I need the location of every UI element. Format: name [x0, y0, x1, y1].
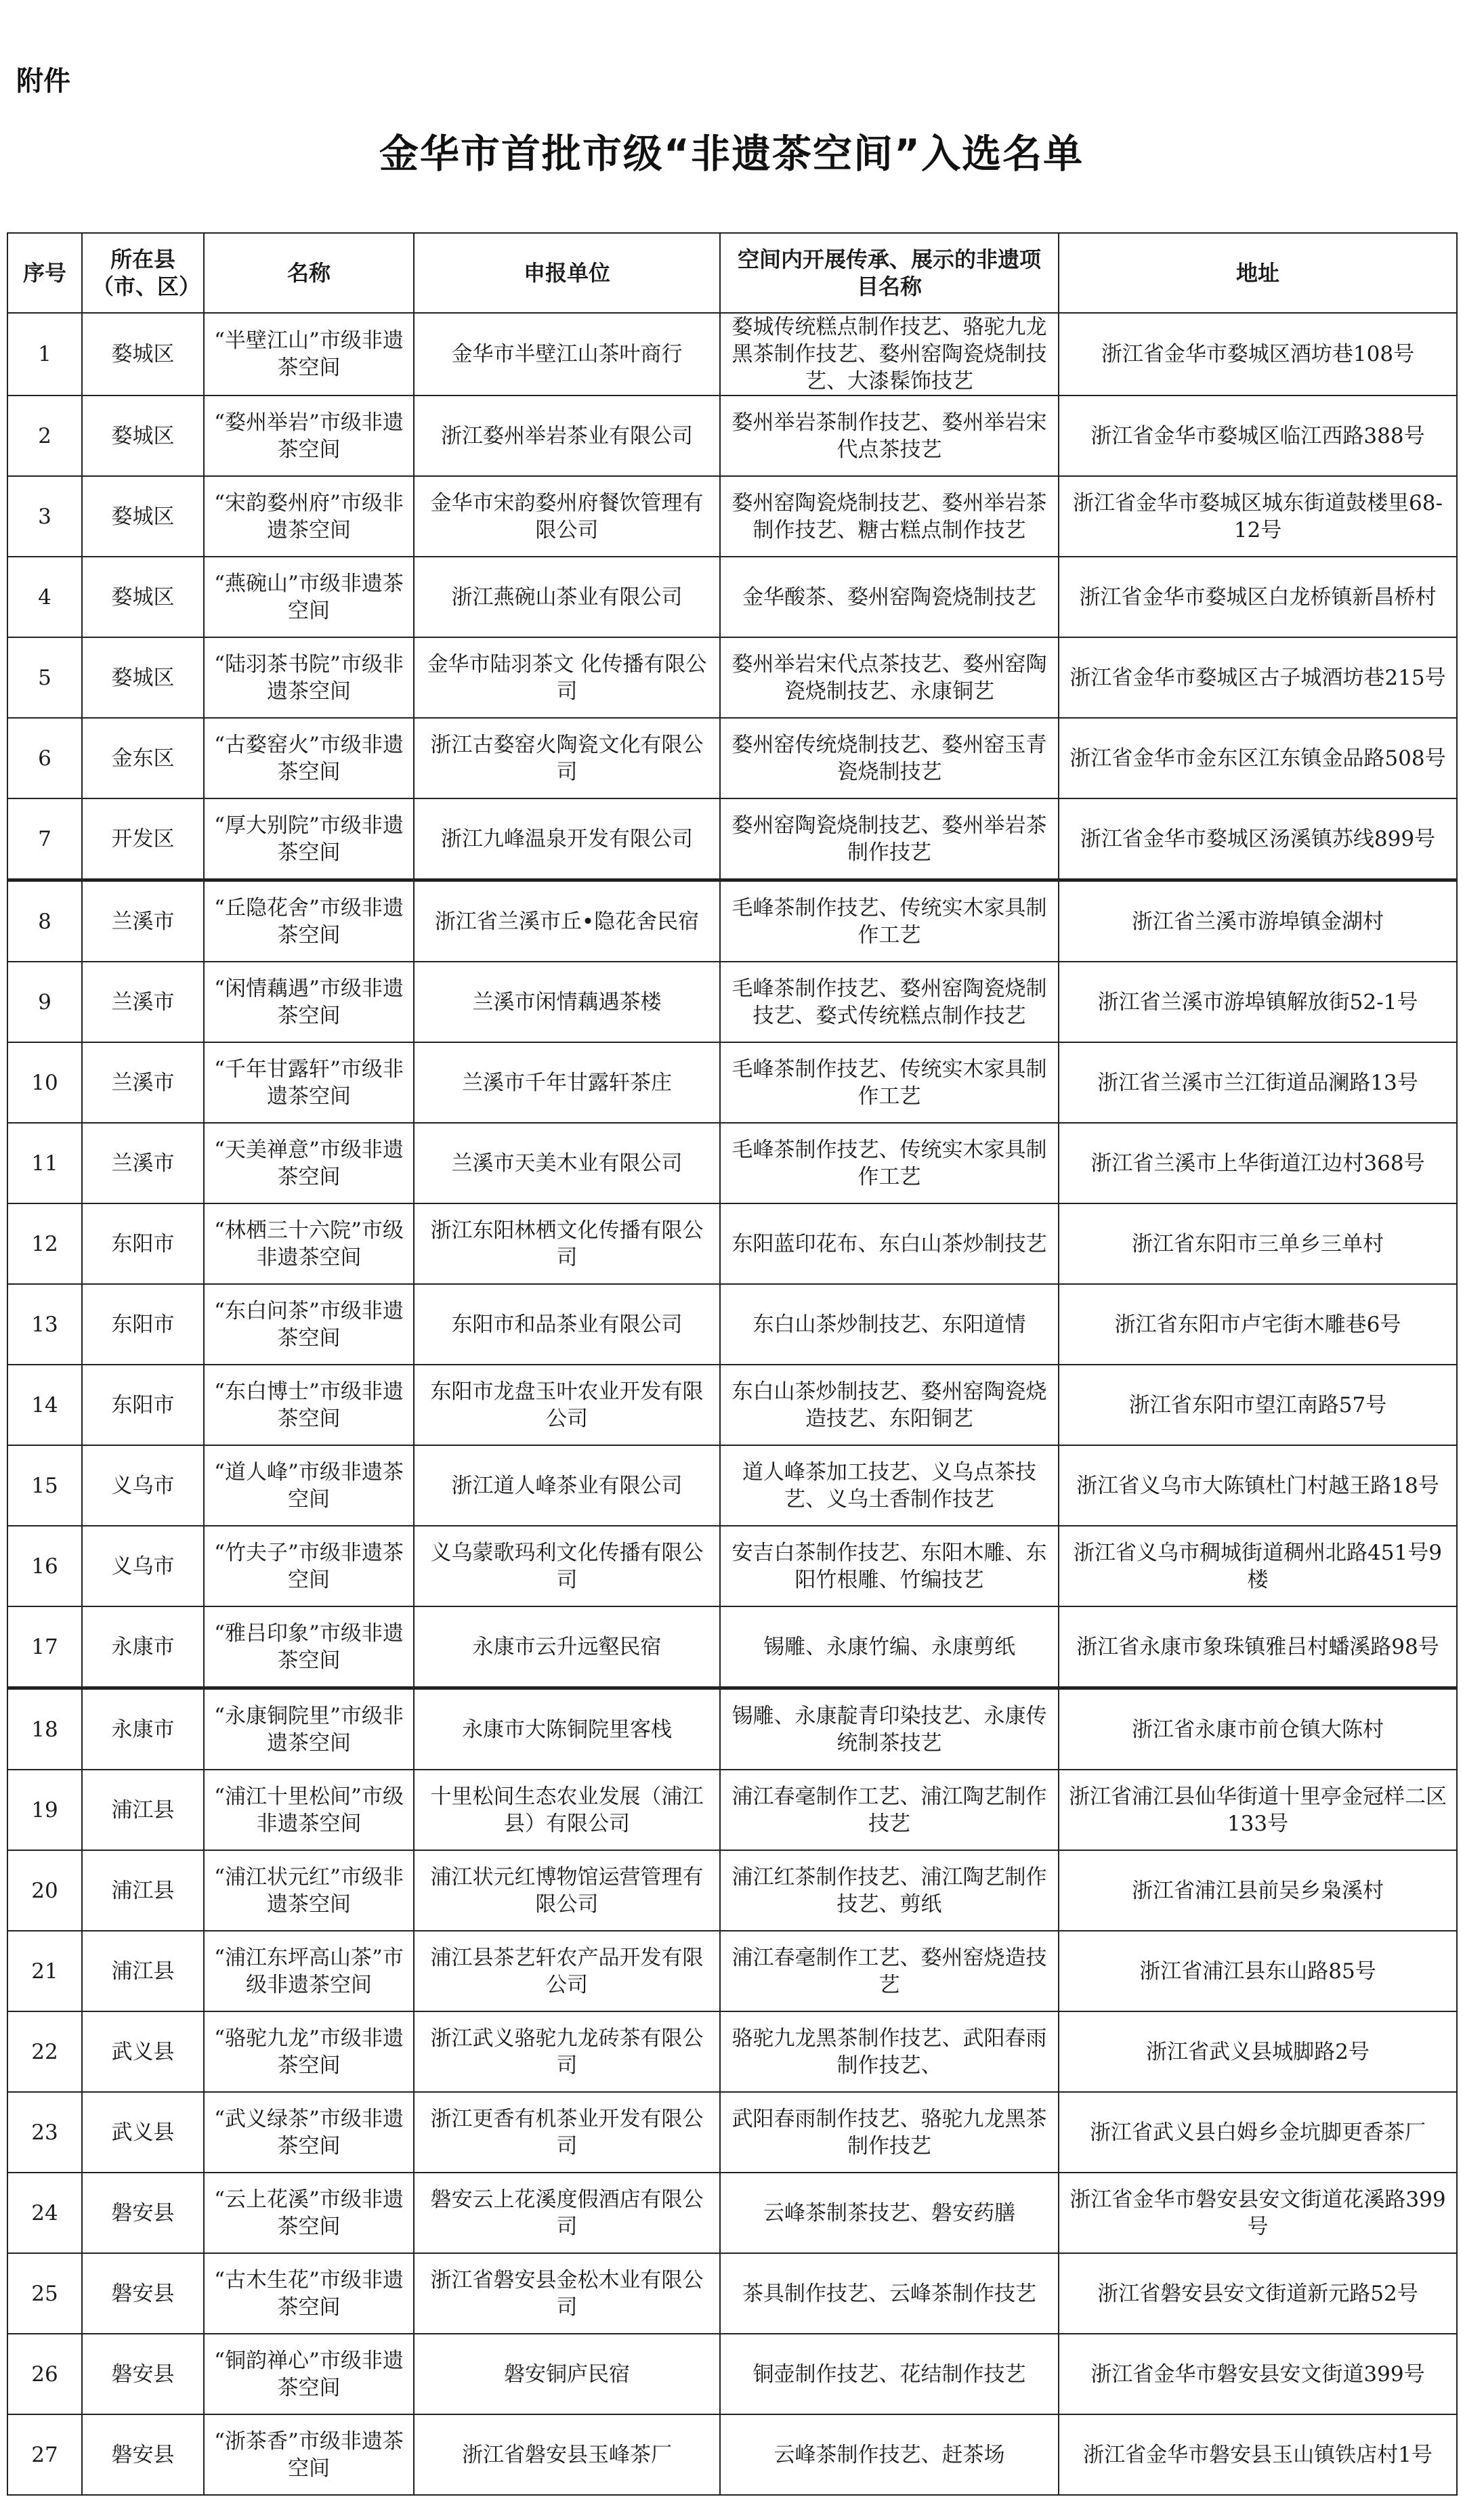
cell-address: 浙江省东阳市三单乡三单村	[1059, 1203, 1457, 1284]
cell-address: 浙江省金华市磐安县安文街道399号	[1059, 2334, 1457, 2414]
cell-name: “陆羽茶书院”市级非遗茶空间	[204, 637, 414, 718]
cell-name: “半壁江山”市级非遗茶空间	[204, 313, 414, 396]
cell-unit: 义乌蒙歌玛利文化传播有限公司	[414, 1526, 720, 1606]
cell-address: 浙江省金华市婺城区古子城酒坊巷215号	[1059, 637, 1457, 718]
cell-county: 武义县	[82, 2092, 204, 2173]
cell-no: 18	[7, 1688, 82, 1770]
cell-unit: 浙江省磐安县金松木业有限公司	[414, 2253, 720, 2334]
cell-county: 东阳市	[82, 1284, 204, 1365]
table-row	[7, 476, 1457, 557]
table-row	[7, 962, 1457, 1042]
cell-no: 22	[7, 2011, 82, 2092]
cell-unit: 浙江道人峰茶业有限公司	[414, 1445, 720, 1526]
cell-items: 武阳春雨制作技艺、骆驼九龙黑茶制作技艺	[720, 2092, 1059, 2173]
cell-items: 金华酸茶、婺州窑陶瓷烧制技艺	[720, 557, 1059, 637]
cell-address: 浙江省东阳市卢宅街木雕巷6号	[1059, 1284, 1457, 1365]
cell-name: “雅吕印象”市级非遗茶空间	[204, 1606, 414, 1688]
cell-name: “竹夫子”市级非遗茶空间	[204, 1526, 414, 1606]
cell-name: “古婺窑火”市级非遗茶空间	[204, 718, 414, 798]
cell-no: 4	[7, 557, 82, 637]
cell-unit: 兰溪市千年甘露轩茶庄	[414, 1042, 720, 1123]
cell-no: 16	[7, 1526, 82, 1606]
cell-items: 道人峰茶加工技艺、义乌点茶技艺、义乌土香制作技艺	[720, 1445, 1059, 1526]
cell-unit: 浙江省磐安县玉峰茶厂	[414, 2414, 720, 2495]
table-row	[7, 2253, 1457, 2334]
cell-county: 兰溪市	[82, 1123, 204, 1203]
cell-no: 11	[7, 1123, 82, 1203]
cell-no: 20	[7, 1850, 82, 1931]
cell-address: 浙江省义乌市稠城街道稠州北路451号9楼	[1059, 1526, 1457, 1606]
cell-unit: 浙江省兰溪市丘•隐花舍民宿	[414, 880, 720, 962]
cell-county: 东阳市	[82, 1365, 204, 1445]
cell-unit: 十里松间生态农业发展（浦江县）有限公司	[414, 1770, 720, 1850]
table-header-row	[7, 233, 1457, 313]
cell-items: 毛峰茶制作技艺、传统实木家具制作工艺	[720, 1123, 1059, 1203]
table-row	[7, 880, 1457, 962]
table-row	[7, 313, 1457, 396]
cell-address: 浙江省武义县城脚路2号	[1059, 2011, 1457, 2092]
cell-no: 21	[7, 1931, 82, 2011]
cell-address: 浙江省金华市婺城区酒坊巷108号	[1059, 313, 1457, 396]
cell-name: “婺州举岩”市级非遗茶空间	[204, 396, 414, 476]
cell-county: 磐安县	[82, 2414, 204, 2495]
cell-items: 浦江春毫制作工艺、浦江陶艺制作技艺	[720, 1770, 1059, 1850]
cell-no: 26	[7, 2334, 82, 2414]
header-county: 所在县（市、区）	[82, 233, 204, 313]
cell-name: “厚大别院”市级非遗茶空间	[204, 798, 414, 880]
cell-unit: 浙江燕碗山茶业有限公司	[414, 557, 720, 637]
cell-address: 浙江省金华市婺城区城东街道鼓楼里68-12号	[1059, 476, 1457, 557]
cell-county: 磐安县	[82, 2173, 204, 2253]
cell-items: 婺州窑传统烧制技艺、婺州窑玉青瓷烧制技艺	[720, 718, 1059, 798]
cell-name: “骆驼九龙”市级非遗茶空间	[204, 2011, 414, 2092]
cell-county: 义乌市	[82, 1526, 204, 1606]
cell-name: “古木生花”市级非遗茶空间	[204, 2253, 414, 2334]
cell-unit: 东阳市和品茶业有限公司	[414, 1284, 720, 1365]
cell-address: 浙江省金华市婺城区汤溪镇苏线899号	[1059, 798, 1457, 880]
cell-name: “东白博士”市级非遗茶空间	[204, 1365, 414, 1445]
cell-name: “宋韵婺州府”市级非遗茶空间	[204, 476, 414, 557]
cell-county: 浦江县	[82, 1770, 204, 1850]
cell-name: “林栖三十六院”市级非遗茶空间	[204, 1203, 414, 1284]
cell-no: 23	[7, 2092, 82, 2173]
cell-county: 婺城区	[82, 637, 204, 718]
cell-name: “浙茶香”市级非遗茶空间	[204, 2414, 414, 2495]
cell-unit: 磐安云上花溪度假酒店有限公司	[414, 2173, 720, 2253]
table-row	[7, 557, 1457, 637]
cell-name: “道人峰”市级非遗茶空间	[204, 1445, 414, 1526]
cell-no: 19	[7, 1770, 82, 1850]
cell-address: 浙江省义乌市大陈镇杜门村越王路18号	[1059, 1445, 1457, 1526]
cell-unit: 磐安铜庐民宿	[414, 2334, 720, 2414]
cell-no: 14	[7, 1365, 82, 1445]
cell-address: 浙江省兰溪市游埠镇解放街52-1号	[1059, 962, 1457, 1042]
header-no: 序号	[7, 233, 82, 313]
cell-unit: 东阳市龙盘玉叶农业开发有限公司	[414, 1365, 720, 1445]
cell-county: 浦江县	[82, 1931, 204, 2011]
header-items: 空间内开展传承、展示的非遗项目名称	[720, 233, 1059, 313]
cell-unit: 浙江古婺窑火陶瓷文化有限公司	[414, 718, 720, 798]
cell-address: 浙江省永康市象珠镇雅吕村蟠溪路98号	[1059, 1606, 1457, 1688]
cell-items: 婺州举岩宋代点茶技艺、婺州窑陶瓷烧制技艺、永康铜艺	[720, 637, 1059, 718]
table-row	[7, 1770, 1457, 1850]
cell-name: “闲情藕遇”市级非遗茶空间	[204, 962, 414, 1042]
cell-name: “丘隐花舍”市级非遗茶空间	[204, 880, 414, 962]
cell-items: 浦江红茶制作技艺、浦江陶艺制作技艺、剪纸	[720, 1850, 1059, 1931]
cell-no: 2	[7, 396, 82, 476]
table-row	[7, 637, 1457, 718]
cell-unit: 金华市宋韵婺州府餐饮管理有限公司	[414, 476, 720, 557]
cell-items: 婺州窑陶瓷烧制技艺、婺州举岩茶制作技艺	[720, 798, 1059, 880]
cell-address: 浙江省磐安县安文街道新元路52号	[1059, 2253, 1457, 2334]
table-row	[7, 2173, 1457, 2253]
cell-name: “千年甘露轩”市级非遗茶空间	[204, 1042, 414, 1123]
cell-no: 12	[7, 1203, 82, 1284]
cell-address: 浙江省武义县白姆乡金坑脚更香茶厂	[1059, 2092, 1457, 2173]
cell-items: 锡雕、永康竹编、永康剪纸	[720, 1606, 1059, 1688]
table-row	[7, 2334, 1457, 2414]
cell-no: 13	[7, 1284, 82, 1365]
cell-address: 浙江省金华市金东区江东镇金品路508号	[1059, 718, 1457, 798]
table-row	[7, 1284, 1457, 1365]
cell-county: 武义县	[82, 2011, 204, 2092]
cell-address: 浙江省浦江县仙华街道十里亭金冠样二区133号	[1059, 1770, 1457, 1850]
cell-items: 毛峰茶制作技艺、婺州窑陶瓷烧制技艺、婺式传统糕点制作技艺	[720, 962, 1059, 1042]
cell-address: 浙江省永康市前仓镇大陈村	[1059, 1688, 1457, 1770]
cell-unit: 浙江东阳林栖文化传播有限公司	[414, 1203, 720, 1284]
cell-county: 磐安县	[82, 2334, 204, 2414]
cell-items: 婺州窑陶瓷烧制技艺、婺州举岩茶制作技艺、糖古糕点制作技艺	[720, 476, 1059, 557]
cell-items: 婺城传统糕点制作技艺、骆驼九龙黑茶制作技艺、婺州窑陶瓷烧制技艺、大漆髹饰技艺	[720, 313, 1059, 396]
cell-name: “浦江十里松间”市级非遗茶空间	[204, 1770, 414, 1850]
table-row	[7, 1203, 1457, 1284]
cell-address: 浙江省金华市婺城区临江西路388号	[1059, 396, 1457, 476]
table-row	[7, 1931, 1457, 2011]
cell-county: 开发区	[82, 798, 204, 880]
cell-county: 兰溪市	[82, 1042, 204, 1123]
cell-address: 浙江省金华市婺城区白龙桥镇新昌桥村	[1059, 557, 1457, 637]
table-row	[7, 1042, 1457, 1123]
table-row	[7, 1606, 1457, 1688]
cell-no: 8	[7, 880, 82, 962]
cell-no: 15	[7, 1445, 82, 1526]
cell-items: 安吉白茶制作技艺、东阳木雕、东阳竹根雕、竹编技艺	[720, 1526, 1059, 1606]
cell-county: 金东区	[82, 718, 204, 798]
cell-address: 浙江省兰溪市游埠镇金湖村	[1059, 880, 1457, 962]
cell-unit: 浙江武义骆驼九龙砖茶有限公司	[414, 2011, 720, 2092]
cell-county: 永康市	[82, 1688, 204, 1770]
table-row	[7, 1445, 1457, 1526]
cell-county: 婺城区	[82, 313, 204, 396]
cell-no: 24	[7, 2173, 82, 2253]
table-row	[7, 2092, 1457, 2173]
cell-items: 浦江春毫制作工艺、婺州窑烧造技艺	[720, 1931, 1059, 2011]
cell-no: 3	[7, 476, 82, 557]
cell-address: 浙江省兰溪市上华街道江边村368号	[1059, 1123, 1457, 1203]
table-row	[7, 718, 1457, 798]
table-row	[7, 2011, 1457, 2092]
cell-items: 茶具制作技艺、云峰茶制作技艺	[720, 2253, 1059, 2334]
table-body	[7, 313, 1457, 2495]
table-row	[7, 396, 1457, 476]
table-row	[7, 1123, 1457, 1203]
cell-unit: 金华市陆羽茶文 化传播有限公司	[414, 637, 720, 718]
cell-county: 磐安县	[82, 2253, 204, 2334]
cell-unit: 兰溪市天美木业有限公司	[414, 1123, 720, 1203]
cell-name: “天美禅意”市级非遗茶空间	[204, 1123, 414, 1203]
cell-unit: 浙江更香有机茶业开发有限公司	[414, 2092, 720, 2173]
cell-unit: 浙江婺州举岩茶业有限公司	[414, 396, 720, 476]
table-row	[7, 2414, 1457, 2495]
header-unit: 申报单位	[414, 233, 720, 313]
cell-items: 婺州举岩茶制作技艺、婺州举岩宋代点茶技艺	[720, 396, 1059, 476]
cell-no: 5	[7, 637, 82, 718]
cell-unit: 浦江状元红博物馆运营管理有限公司	[414, 1850, 720, 1931]
cell-items: 东白山茶炒制技艺、婺州窑陶瓷烧造技艺、东阳铜艺	[720, 1365, 1059, 1445]
cell-county: 兰溪市	[82, 962, 204, 1042]
cell-items: 锡雕、永康靛青印染技艺、永康传统制茶技艺	[720, 1688, 1059, 1770]
header-name: 名称	[204, 233, 414, 313]
cell-items: 东阳蓝印花布、东白山茶炒制技艺	[720, 1203, 1059, 1284]
cell-items: 云峰茶制茶技艺、磐安药膳	[720, 2173, 1059, 2253]
cell-name: “云上花溪”市级非遗茶空间	[204, 2173, 414, 2253]
cell-name: “东白问茶”市级非遗茶空间	[204, 1284, 414, 1365]
cell-unit: 金华市半壁江山茶叶商行	[414, 313, 720, 396]
cell-items: 铜壶制作技艺、花结制作技艺	[720, 2334, 1059, 2414]
cell-address: 浙江省金华市磐安县安文街道花溪路399号	[1059, 2173, 1457, 2253]
cell-name: “永康铜院里”市级非遗茶空间	[204, 1688, 414, 1770]
cell-items: 毛峰茶制作技艺、传统实木家具制作工艺	[720, 1042, 1059, 1123]
cell-unit: 浙江九峰温泉开发有限公司	[414, 798, 720, 880]
cell-no: 10	[7, 1042, 82, 1123]
table-row	[7, 1526, 1457, 1606]
cell-county: 婺城区	[82, 557, 204, 637]
cell-county: 永康市	[82, 1606, 204, 1688]
table-row	[7, 1365, 1457, 1445]
cell-unit: 永康市云升远壑民宿	[414, 1606, 720, 1688]
cell-items: 东白山茶炒制技艺、东阳道情	[720, 1284, 1059, 1365]
document-title: 金华市首批市级“非遗茶空间”入选名单	[379, 131, 1084, 177]
cell-no: 17	[7, 1606, 82, 1688]
cell-unit: 永康市大陈铜院里客栈	[414, 1688, 720, 1770]
cell-unit: 兰溪市闲情藕遇茶楼	[414, 962, 720, 1042]
cell-address: 浙江省浦江县前吴乡枭溪村	[1059, 1850, 1457, 1931]
cell-items: 云峰茶制作技艺、赶茶场	[720, 2414, 1059, 2495]
cell-county: 浦江县	[82, 1850, 204, 1931]
table-row	[7, 1850, 1457, 1931]
roster-table	[7, 232, 1458, 2496]
cell-items: 毛峰茶制作技艺、传统实木家具制作工艺	[720, 880, 1059, 962]
attachment-label: 附件	[16, 66, 70, 97]
cell-county: 兰溪市	[82, 880, 204, 962]
cell-name: “武义绿茶”市级非遗茶空间	[204, 2092, 414, 2173]
cell-no: 1	[7, 313, 82, 396]
cell-county: 东阳市	[82, 1203, 204, 1284]
cell-items: 骆驼九龙黑茶制作技艺、武阳春雨制作技艺、	[720, 2011, 1059, 2092]
cell-address: 浙江省东阳市望江南路57号	[1059, 1365, 1457, 1445]
cell-address: 浙江省金华市磐安县玉山镇铁店村1号	[1059, 2414, 1457, 2495]
cell-unit: 浦江县茶艺轩农产品开发有限公司	[414, 1931, 720, 2011]
cell-name: “燕碗山”市级非遗茶空间	[204, 557, 414, 637]
cell-name: “铜韵禅心”市级非遗茶空间	[204, 2334, 414, 2414]
cell-no: 27	[7, 2414, 82, 2495]
cell-name: “浦江状元红”市级非遗茶空间	[204, 1850, 414, 1931]
cell-county: 婺城区	[82, 396, 204, 476]
cell-county: 婺城区	[82, 476, 204, 557]
cell-no: 6	[7, 718, 82, 798]
cell-county: 义乌市	[82, 1445, 204, 1526]
cell-name: “浦江东坪高山茶”市级非遗茶空间	[204, 1931, 414, 2011]
cell-address: 浙江省兰溪市兰江街道品澜路13号	[1059, 1042, 1457, 1123]
table-row	[7, 1688, 1457, 1770]
cell-no: 9	[7, 962, 82, 1042]
cell-address: 浙江省浦江县东山路85号	[1059, 1931, 1457, 2011]
cell-no: 25	[7, 2253, 82, 2334]
header-address: 地址	[1059, 233, 1457, 313]
table-row	[7, 798, 1457, 880]
cell-no: 7	[7, 798, 82, 880]
